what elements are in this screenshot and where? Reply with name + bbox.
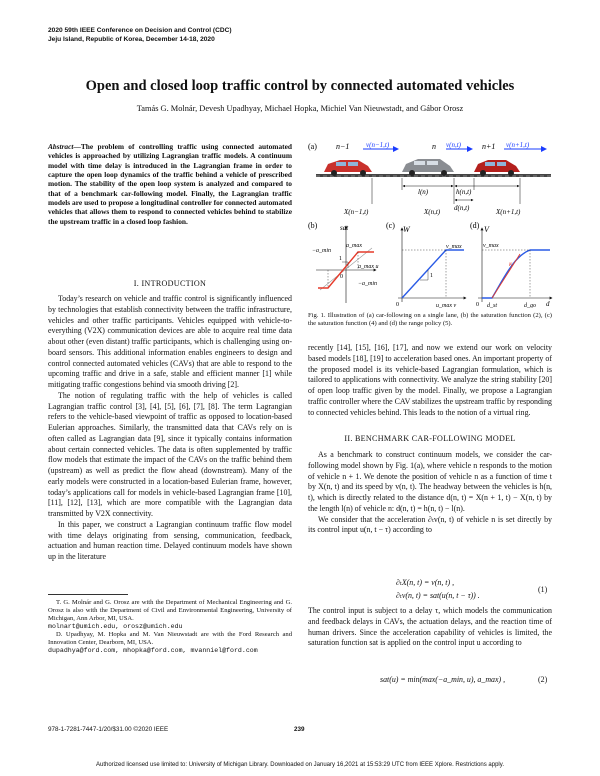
conference-header [48,27,232,44]
paper-authors: Tamás G. Molnár, Devesh Upadhyay, Michael Hopka, Michiel Van Nieuwstadt, and Gábor Orosz [136,104,464,113]
position-label-n: X(n,t) [424,208,441,216]
panel-c-plot [398,228,466,302]
panel-d-dgo-label: d_go [524,303,536,308]
paper-title: Open and closed loop traffic control by connected automated vehicles [85,78,515,94]
panel-b-amax-label: a_max [346,243,362,249]
headway-label: h(n,t) [456,188,472,196]
car-n-plus-1-icon [474,160,520,176]
figure-1 [306,138,556,308]
benchmark-paragraph-2: We consider that the acceleration ∂ₜv(n, t) of vehicle n is set directly by its control input u(n, t − τ) according to [308,514,552,535]
panel-c-label: (c) [386,221,395,230]
vehicle-label-n-plus-1: n+1 [482,142,496,151]
introduction-body [48,294,292,563]
intro-paragraph-3: In this paper, we construct a Lagrangian continuum traffic flow model with time delays originating from sensing, communication, feedback, actuation and human reaction time. Delayed continuum models have shown up in the literature [48,519,292,561]
car-n-minus-1-icon [324,160,372,176]
car-n-icon [402,159,454,176]
panel-d-plot [478,228,552,302]
panel-d-x-label: d [546,300,550,308]
abstract [48,142,292,226]
vehicle-label-n: n [432,142,436,151]
vehicle-label-n-minus-1: n−1 [336,142,350,151]
position-label-n-plus-1: X(n+1,t) [496,208,521,216]
benchmark-body [308,450,552,536]
equation-1b: ∂ₜv(n, t) = sat(u(n, t − τ)) . [396,591,480,600]
velocity-label-n-plus-1: v(n+1,t) [506,141,530,149]
length-label: l(n) [418,188,429,196]
panel-c-slope-label: 1 [430,273,433,279]
panel-d-range-policy-curve [482,250,550,298]
panel-b-slope-label: 1 [339,256,342,262]
panel-d-label: (d) [470,221,480,230]
right-column-continuation [308,343,552,418]
abstract-text: The problem of controlling traffic using connected automated vehicles is approached by utilizing Lagrangian traffic models. A continuum model with time delay is introduced in the Lagrangian frame in order to capture the open loop dynamics of the traffic behind a vehicle of prescribed motion. The stability of the open loop system is analyzed and compared to that of a benchmark car-following model. Finally, the Lagrangian traffic models are used to propose a longitudinal controller for connected automated vehicles that allows them to respond to connected vehicles behind to stabilize the upstream traffic in a closed loop fashion. [48,142,292,226]
abstract-label: Abstract— [48,142,81,151]
panel-b-amin-label-2: −a_min [358,281,378,287]
panel-d-y-label: V [484,225,489,234]
benchmark-paragraph-3: The control input is subject to a delay τ, which models the communication and feedback delays in CAVs, the actuation delays, and the reaction time of human drivers. Since the acceleration capability of vehicles is limited, the saturation function sat is applied on the control input u according to [308,606,552,648]
section-heading-introduction: I. INTRODUCTION [133,279,207,288]
panel-b-origin-label: 0 [340,274,343,280]
velocity-label-n-minus-1: v(n−1,t) [366,141,390,149]
panel-a-label: (a) [308,142,317,151]
equation-2: sat(u) = min(max(−a_min, u), a_max) , [380,675,506,684]
license-notice: Authorized licensed use limited to: University of Michigan Library. Downloaded on January 16,2021 at 15:53:29 UTC from IEEE Xplore. Restrictions apply. [96,762,504,768]
conference-line-2: Jeju Island, Republic of Korea, December 14-18, 2020 [48,35,215,43]
footnote-emails-2: dupadhya@ford.com, mhopka@ford.com, mvanniel@ford.com [48,647,258,655]
distance-label: d(n,t) [454,204,470,212]
velocity-label-n: v(n,t) [446,141,461,149]
section-heading-benchmark: II. BENCHMARK CAR-FOLLOWING MODEL [344,434,516,443]
equation-2-number: (2) [538,675,548,684]
footnote-affiliation-1: T. G. Molnár and G. Orosz are with the Department of Mechanical Engineering and G. Orosz is also with the Department of Civil and Environmental Engineering, University of Michigan, Ann Arbor, MI, USA. [48,599,292,623]
road-surface [316,174,551,177]
panel-b-label: (b) [308,221,318,230]
panel-b-amin-label: −a_min [312,248,332,254]
figure-1-caption: Fig. 1. Illustration of (a) car-following on a single lane, (b) the saturation function (2), (c) the saturation function (4) and (d) the range policy (5). [308,312,552,328]
conference-line-1: 2020 59th IEEE Conference on Decision and Control (CDC) [48,27,232,34]
panel-d-dst-label: d_st [487,303,498,308]
panel-b-y-label: sat [340,224,349,232]
panel-c-umax-label: u_max v [436,303,457,308]
position-label-n-minus-1: X(n−1,t) [344,208,369,216]
isbn-copyright: 978-1-7281-7447-1/20/$31.00 ©2020 IEEE [48,726,169,733]
panel-c-curve [402,250,464,298]
footnote-affiliation-2: D. Upadhyay, M. Hopka and M. Van Nieuwstadt are with the Ford Research and Innovation Center, Dearborn, MI, USA. [48,631,292,647]
panel-d-origin-label: 0 [476,302,479,308]
panel-c-y-label: W [403,225,410,234]
panel-b-amax-u-label: a_max u [358,264,379,270]
benchmark-paragraph-1: As a benchmark to construct continuum models, we consider the car-following model shown by Fig. 1(a), where vehicle n responds to the motion of vehicle n + 1. We denote the position of vehicle n as a function of time t by X(n, t) and its speed by v(n, t). The headway between the vehicles is h(n, t), which is directly related to the distance d(n, t) = X(n + 1, t) − X(n, t) by the length l(n) of vehicle n: d(n, t) = h(n, t) − l(n). [308,450,552,513]
panel-c-origin-label: 0 [396,302,399,308]
footnote-rule [48,594,128,595]
benchmark-body-continued [308,606,552,649]
right-paragraph-continuation: recently [14], [15], [16], [17], and now we extend our work on velocity based models [18], [19] to acceleration based ones. An important property of the proposed model is its vehicle-based Lagrangian formulation, which is tailored to applications with connectivity. We analyze the string stability [20] of open loop traffic given by the model. Finally, we propose a Lagrangian traffic controller where the CAV stabilizes the upstream traffic by responding to connected vehicles behind. This leads to the notion of a virtual ring. [308,343,552,417]
equation-1-number: (1) [538,585,548,594]
footnote-emails-1: molnart@umich.edu, orosz@umich.edu [48,623,183,631]
intro-paragraph-1: Today’s research on vehicle and traffic control is significantly influenced by technologies that establish connectivity between the traffic infrastructure, vehicles and other traffic participants. Vehicles equipped with vehicle-to-everything (V2X) communication devices are able to acquire real time data about other (even distant) traffic participants, which is challenging using on-board sensors. This additional information enables engineers to design and control connected automated vehicles (CAVs) that are able to respond to the upcoming traffic and drive in a safe, stable and efficient manner [1] while mitigating traffic congestions behind via smooth driving [2]. [48,294,292,389]
equation-1a: ∂ₜX(n, t) = v(n, t) , [396,578,455,587]
panel-d-kappa-label: κ [509,260,513,268]
panel-d-vmax-label: v_max [483,243,499,249]
panel-c-vmax-label: v_max [446,244,462,250]
intro-paragraph-2: The notion of regulating traffic with the help of vehicles is called Lagrangian traffic control [3], [4], [5], [6], [7], [8]. The term Lagrangian refers to the vehicle-based viewpoint of traffic as opposed to location-based Eulerian approaches. Similarly, the transmitted data that CAVs rely on is often called as Lagrangian data [9], since it typically contains information about certain connected vehicles. The data is often supplemented by traffic flow models that estimate the impact of the CAVs on the traffic behind them (upstream) as well as predict the flow ahead (downstream). Many of the early models were constructed in a location-based Eulerian frame, however, today’s applications call for models in vehicle-based Lagrangian frame [10], [11], [12], [13], which are more compatible with the Lagrangian data transmitted by V2X connectivity. [48,390,292,518]
author-footnote [48,599,292,655]
page-number: 239 [294,726,305,733]
panel-d-kappa-line [492,254,520,298]
